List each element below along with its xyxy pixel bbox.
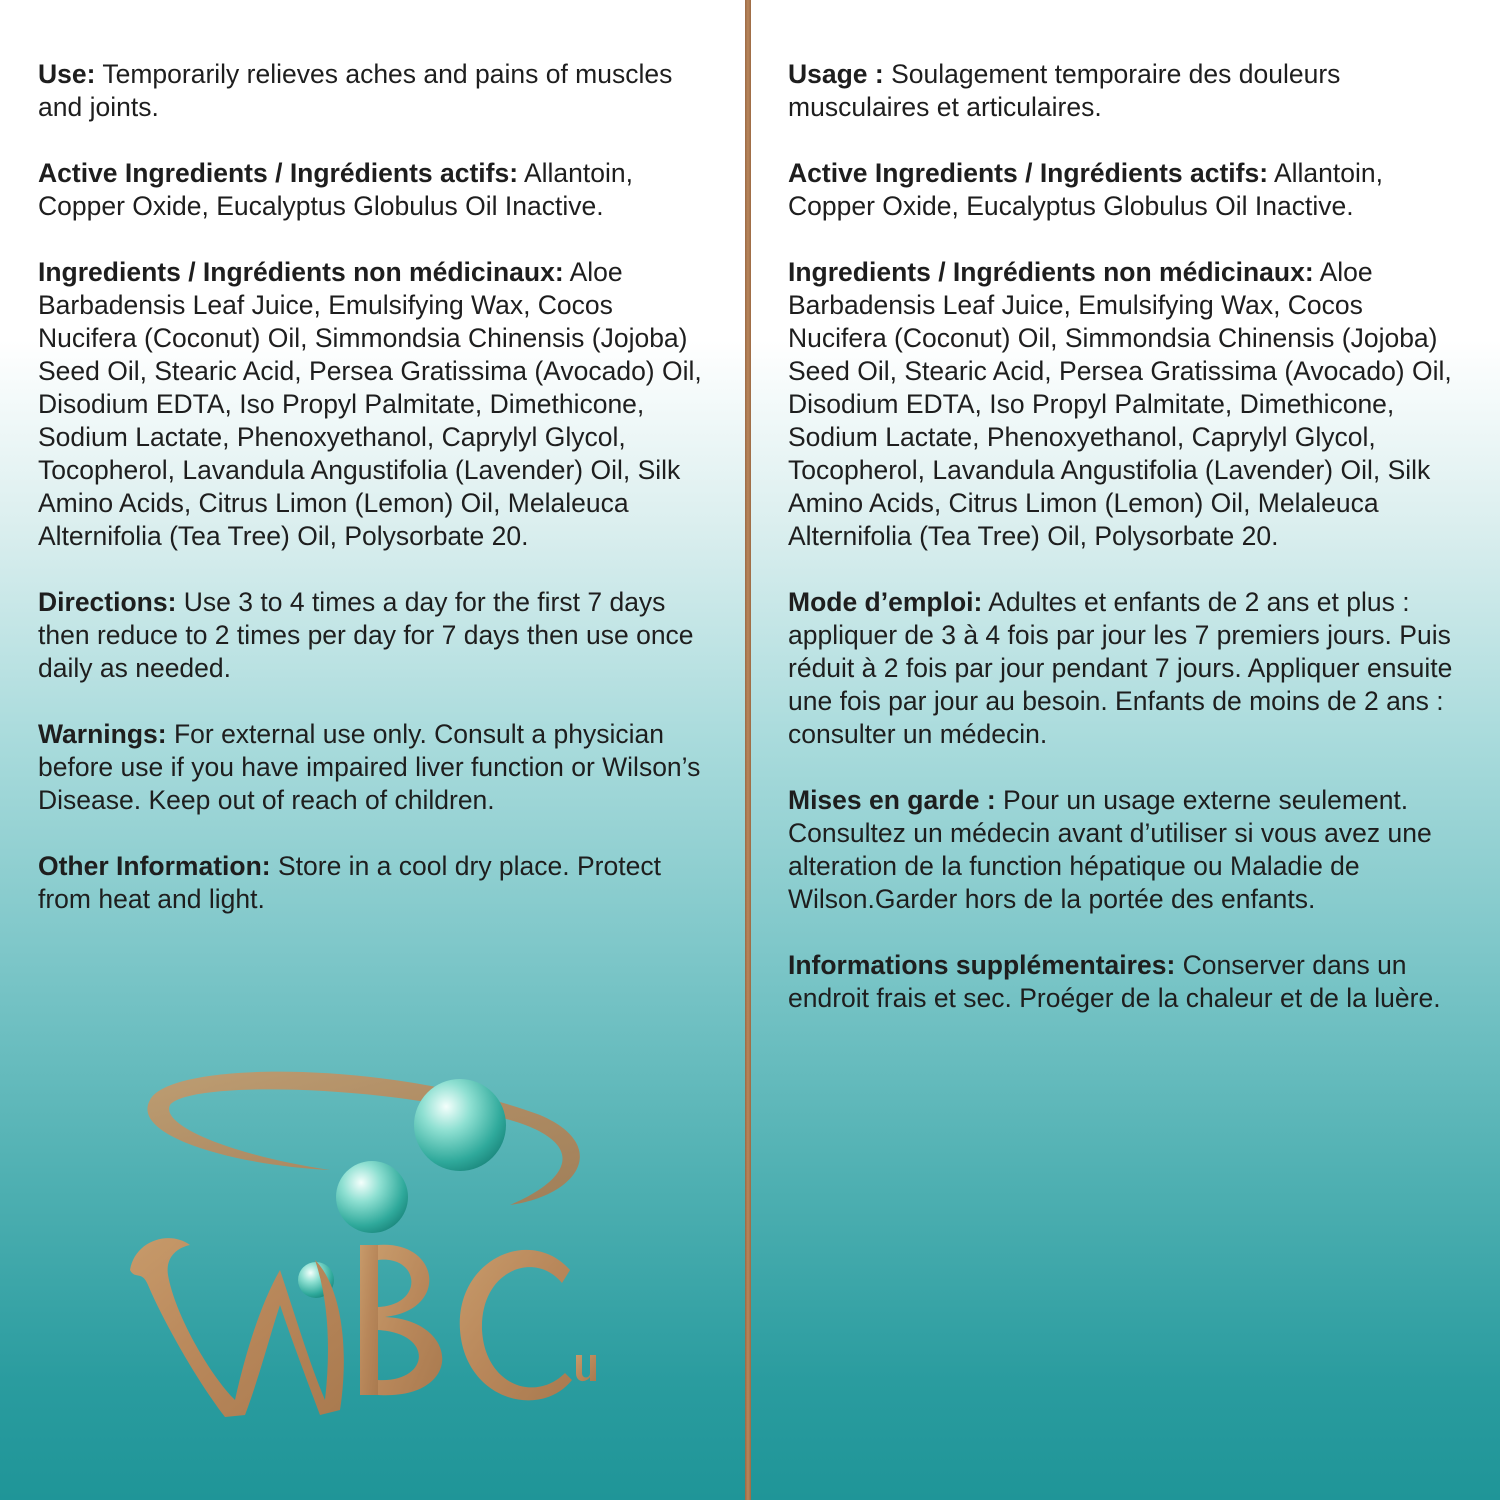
use-text: Temporarily relieves aches and pains of muscles and joints. — [38, 59, 673, 122]
wbcu-logo — [110, 1055, 610, 1455]
mises-en-garde-section — [788, 784, 1463, 916]
active-ingredients-fr-label: Active Ingredients / Ingrédients actifs: — [788, 158, 1269, 188]
column-divider — [745, 0, 751, 1500]
warnings-label: Warnings: — [38, 719, 167, 749]
use-section — [38, 58, 718, 124]
other-information-text: Store in a cool dry place. Protect from heat and light. — [38, 851, 661, 914]
active-ingredients-fr-text: Allantoin, Copper Oxide, Eucalyptus Globulus Oil Inactive. — [788, 158, 1383, 221]
english-column — [38, 58, 718, 949]
usage-text: Soulagement temporaire des douleurs musculaires et articulaires. — [788, 59, 1341, 122]
directions-text: Use 3 to 4 times a day for the first 7 days then reduce to 2 times per day for 7 days then use once daily as needed. — [38, 587, 694, 683]
mode-emploi-section — [788, 586, 1463, 751]
informations-supplementaires-text: Conserver dans un endroit frais et sec. Proéger de la chaleur et de la luère. — [788, 950, 1441, 1013]
active-ingredients-fr-section — [788, 157, 1463, 223]
ingredients-fr-section — [788, 256, 1463, 553]
informations-supplementaires-label: Informations supplémentaires: — [788, 950, 1176, 980]
active-ingredients-text: Allantoin, Copper Oxide, Eucalyptus Globulus Oil Inactive. — [38, 158, 633, 221]
directions-label: Directions: — [38, 587, 177, 617]
informations-supplementaires-section — [788, 949, 1463, 1015]
usage-section — [788, 58, 1463, 124]
directions-section — [38, 586, 718, 685]
warnings-text: For external use only. Consult a physician before use if you have impaired liver function or Wilson’s Disease. Keep out of reach of children. — [38, 719, 701, 815]
french-column — [788, 58, 1463, 1048]
mises-en-garde-label: Mises en garde : — [788, 785, 996, 815]
ingredients-fr-text: Aloe Barbadensis Leaf Juice, Emulsifying Wax, Cocos Nucifera (Coconut) Oil, Simmondsia Chinensis (Jojoba) Seed Oil, Stearic Acid, Persea Gratissima (Avocado) Oil, Disodium EDTA, Iso Propyl Palmitate, Dimethicone, Sodium Lactate, Phenoxyethanol, Caprylyl Glycol, Tocopherol, Lavandula Angustifolia (Lavender) Oil, Silk Amino Acids, Citrus Limon (Lemon) Oil, Melaleuca Alternifolia (Tea Tree) Oil, Polysorbate 20. — [788, 257, 1452, 551]
active-ingredients-section — [38, 157, 718, 223]
warnings-section — [38, 718, 718, 817]
active-ingredients-label: Active Ingredients / Ingrédients actifs: — [38, 158, 519, 188]
mode-emploi-label: Mode d’emploi: — [788, 587, 983, 617]
wbcu-logo-graphic — [110, 1055, 610, 1455]
ingredients-section — [38, 256, 718, 553]
mode-emploi-text: Adultes et enfants de 2 ans et plus : appliquer de 3 à 4 fois par jour les 7 premiers jours. Puis réduit à 2 fois par jour pendant 7 jours. Appliquer ensuite une fois par jour au besoin. Enfants de moins de 2 ans : consulter un médecin. — [788, 587, 1453, 749]
usage-label: Usage : — [788, 59, 884, 89]
other-information-section — [38, 850, 718, 916]
other-information-label: Other Information: — [38, 851, 271, 881]
ingredients-fr-label: Ingredients / Ingrédients non médicinaux: — [788, 257, 1314, 287]
use-label: Use: — [38, 59, 96, 89]
ingredients-label: Ingredients / Ingrédients non médicinaux: — [38, 257, 564, 287]
ingredients-text: Aloe Barbadensis Leaf Juice, Emulsifying Wax, Cocos Nucifera (Coconut) Oil, Simmondsia Chinensis (Jojoba) Seed Oil, Stearic Acid, Persea Gratissima (Avocado) Oil, Disodium EDTA, Iso Propyl Palmitate, Dimethicone, Sodium Lactate, Phenoxyethanol, Caprylyl Glycol, Tocopherol, Lavandula Angustifolia (Lavender) Oil, Silk Amino Acids, Citrus Limon (Lemon) Oil, Melaleuca Alternifolia (Tea Tree) Oil, Polysorbate 20. — [38, 257, 702, 551]
mises-en-garde-text: Pour un usage externe seulement. Consultez un médecin avant d’utiliser si vous avez une alteration de la function hépatique ou Maladie de Wilson.Garder hors de la portée des enfants. — [788, 785, 1432, 914]
